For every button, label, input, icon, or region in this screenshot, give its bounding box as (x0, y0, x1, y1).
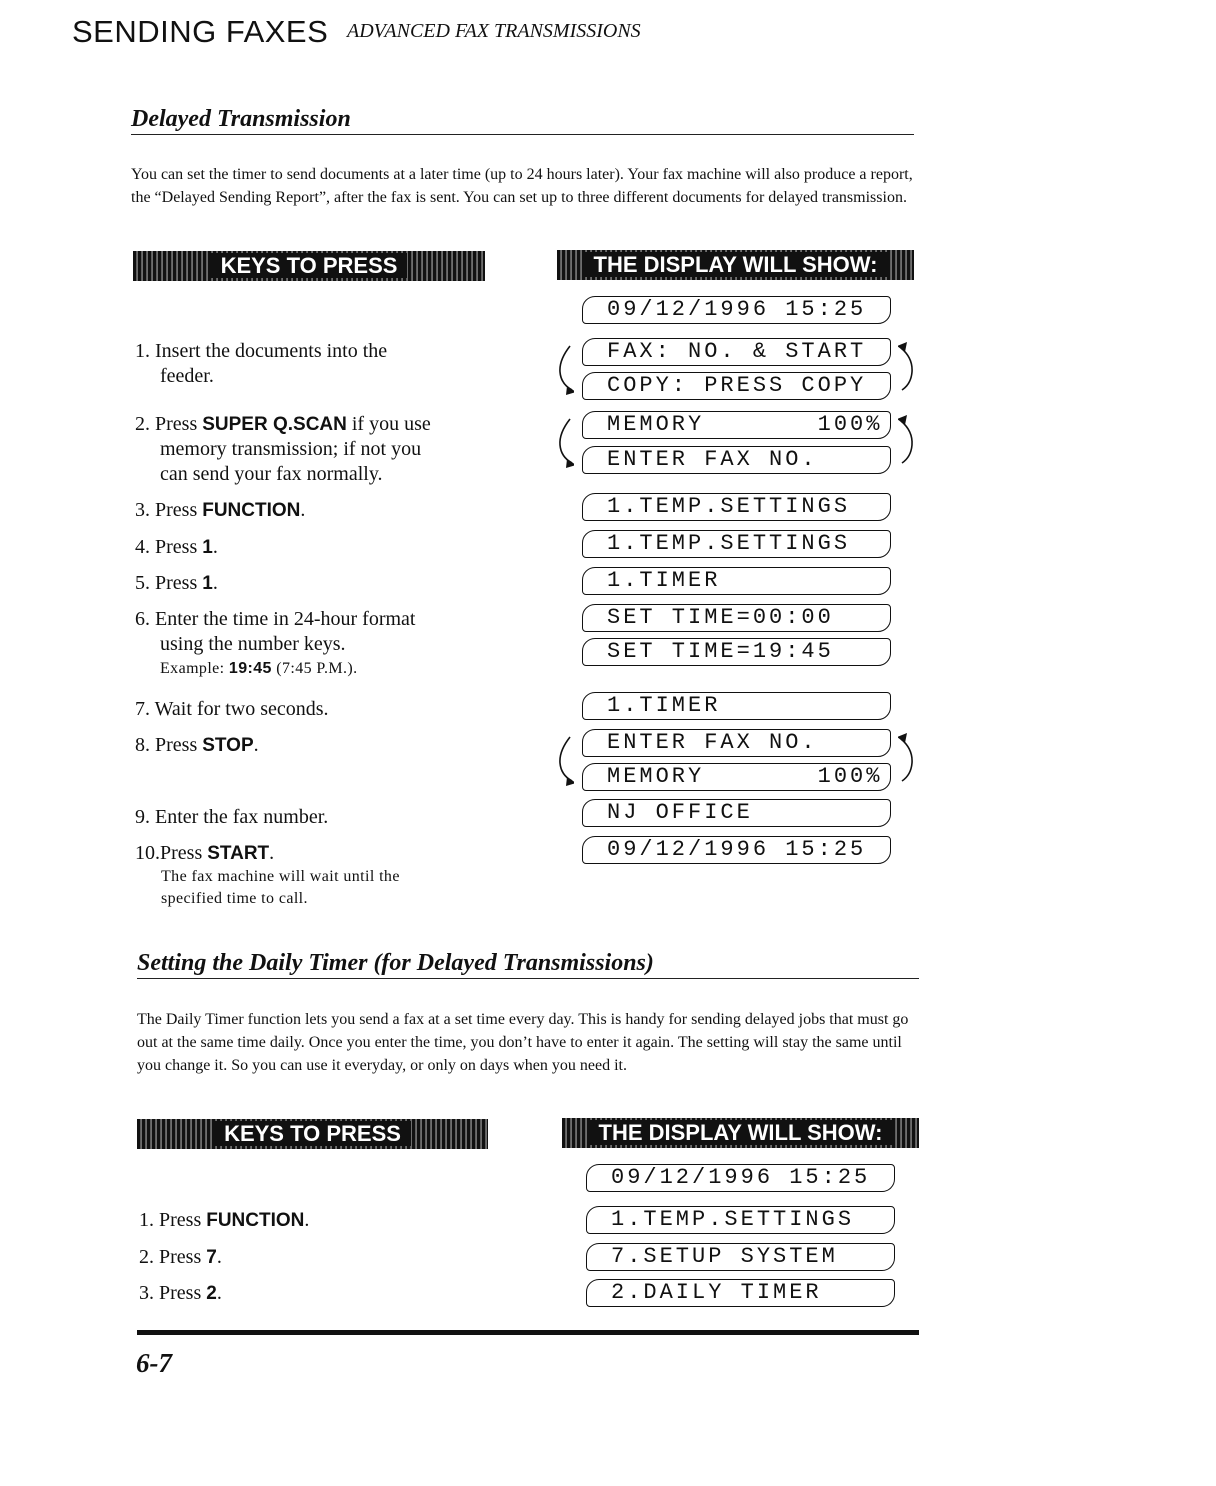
display-banner-label: THE DISPLAY WILL SHOW: (589, 1120, 893, 1145)
display-will-show-banner (562, 1118, 919, 1148)
step-10-note: The fax machine will wait until the specified time to call. (161, 868, 400, 907)
lcd-display: 1.TEMP.SETTINGS (582, 493, 891, 521)
chapter-subtitle: ADVANCED FAX TRANSMISSIONS (347, 20, 641, 42)
section-rule (137, 978, 919, 979)
section-title-delayed: Delayed Transmission (131, 106, 351, 132)
alternating-left-arrow-icon (556, 733, 574, 789)
alternating-right-arrow-icon (898, 731, 916, 787)
lcd-display: ENTER FAX NO. (582, 729, 891, 757)
step-1: 1. Insert the documents into the feeder. (135, 340, 388, 387)
chapter-title: SENDING FAXES (72, 14, 329, 49)
lcd-display: NJ OFFICE (582, 799, 891, 827)
lcd-display: 09/12/1996 15:25 (586, 1164, 895, 1192)
lcd-display: 1.TEMP.SETTINGS (582, 530, 891, 558)
alternating-right-arrow-icon (898, 340, 916, 396)
lcd-display: 7.SETUP SYSTEM (586, 1243, 895, 1271)
keys-banner-label: KEYS TO PRESS (214, 1121, 411, 1146)
section-title-daily-timer: Setting the Daily Timer (for Delayed Transmissions) (137, 950, 654, 976)
section-intro: You can set the timer to send documents at a later time (up to 24 hours later). Your fax machine will also produce a report, the “Delayed Sending Report”, after the fax is sent. You can set up to three different documents for delayed transmission. (131, 166, 913, 206)
section-intro: The Daily Timer function lets you send a fax at a set time every day. This is handy for sending delayed jobs that must go out at the same time daily. Once you enter the time, you don’t have to enter it again. The setting will stay the same until you change it. So you can use it everyday, or only on days when you need it. (137, 1011, 909, 1074)
step-10: 10.Press START. (135, 842, 275, 864)
lcd-display: SET TIME=00:00 (582, 604, 891, 632)
lcd-display: COPY: PRESS COPY (582, 372, 891, 400)
lcd-display: ENTER FAX NO. (582, 446, 891, 474)
lcd-display: MEMORY 100% (582, 763, 891, 791)
step-8: 8. Press STOP. (135, 734, 259, 756)
lcd-display: 09/12/1996 15:25 (582, 836, 891, 864)
lcd-display: 1.TIMER (582, 692, 891, 720)
daily-step-2: 2. Press 7. (139, 1246, 222, 1268)
step-3: 3. Press FUNCTION. (135, 499, 306, 521)
alternating-left-arrow-icon (556, 342, 574, 398)
display-banner-label: THE DISPLAY WILL SHOW: (584, 252, 888, 277)
lcd-display: 1.TEMP.SETTINGS (586, 1206, 895, 1234)
step-9: 9. Enter the fax number. (135, 806, 329, 828)
step-2: 2. Press SUPER Q.SCAN if you use memory transmission; if not you can send your fax normally. (135, 413, 431, 485)
lcd-display: SET TIME=19:45 (582, 638, 891, 666)
daily-step-1: 1. Press FUNCTION. (139, 1209, 310, 1231)
step-4: 4. Press 1. (135, 536, 218, 558)
step-6-example: Example: 19:45 (7:45 P.M.). (160, 660, 358, 677)
lcd-display: FAX: NO. & START (582, 338, 891, 366)
step-7: 7. Wait for two seconds. (135, 698, 329, 720)
daily-step-3: 3. Press 2. (139, 1282, 222, 1304)
lcd-display: MEMORY 100% (582, 411, 891, 439)
section-rule (131, 134, 914, 135)
keys-to-press-banner (137, 1119, 488, 1149)
keys-banner-label: KEYS TO PRESS (211, 253, 408, 278)
alternating-right-arrow-icon (898, 413, 916, 469)
display-will-show-banner (557, 250, 914, 280)
lcd-display: 1.TIMER (582, 567, 891, 595)
alternating-left-arrow-icon (556, 415, 574, 471)
step-5: 5. Press 1. (135, 572, 218, 594)
page-number: 6-7 (136, 1348, 172, 1378)
step-6: 6. Enter the time in 24-hour format using the number keys. (135, 608, 416, 655)
keys-to-press-banner (133, 251, 485, 281)
lcd-display: 09/12/1996 15:25 (582, 296, 891, 324)
footer-rule (137, 1330, 919, 1335)
lcd-display: 2.DAILY TIMER (586, 1279, 895, 1307)
